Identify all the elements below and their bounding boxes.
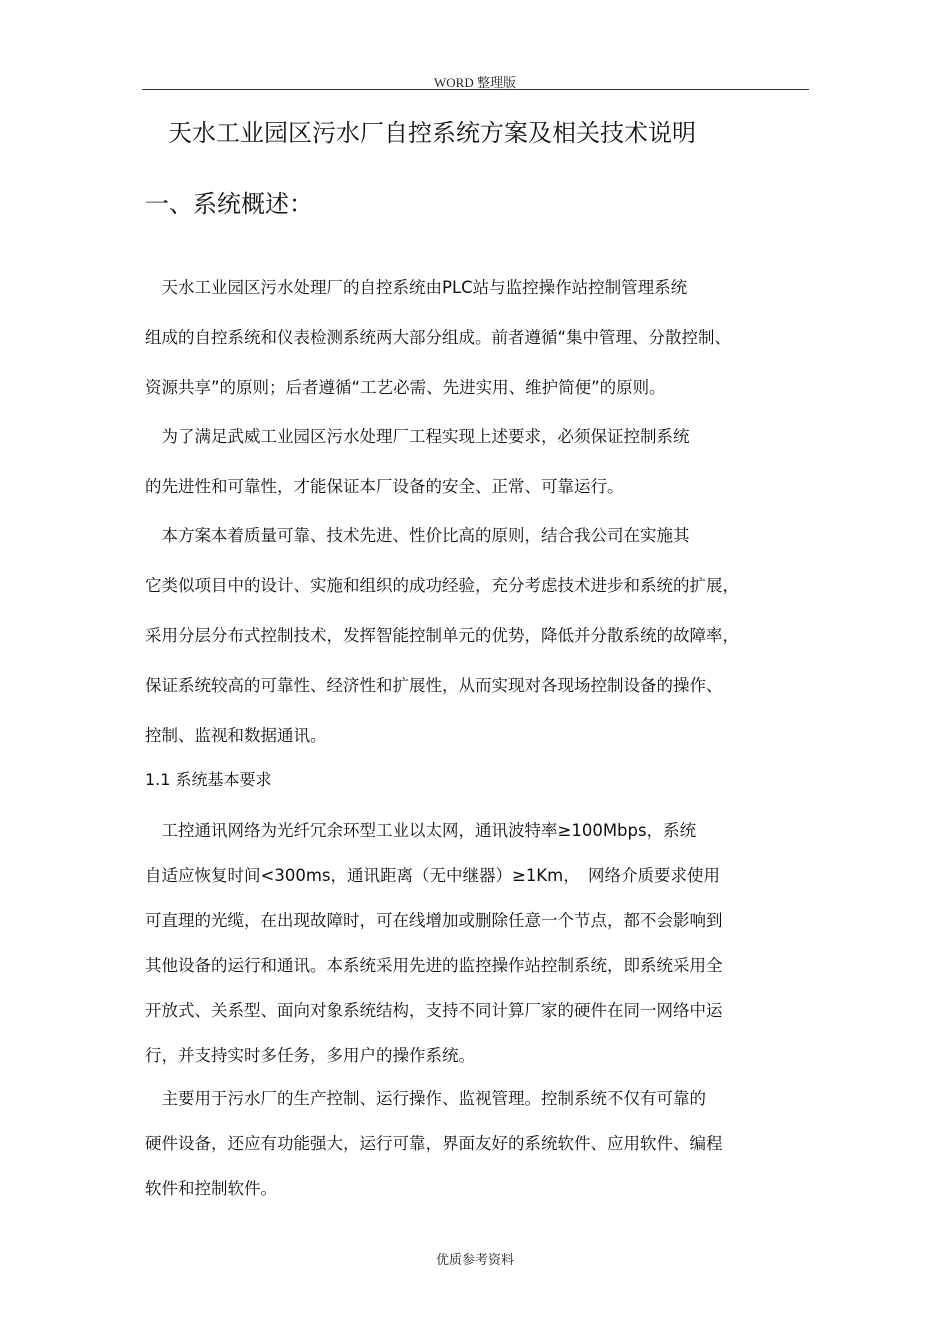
paragraph-5 — [145, 1076, 809, 1211]
paragraph-line: 本方案本着质量可靠、技术先进、性价比高的原则，结合我公司在实施其 — [145, 526, 690, 545]
paragraph-line: 的先进性和可靠性，才能保证本厂设备的安全、正常、可靠运行。 — [145, 477, 624, 496]
document-title: 天水工业园区污水厂自控系统方案及相关技术说明 — [168, 119, 696, 147]
paragraph-line: 保证系统较高的可靠性、经济性和扩展性，从而实现对各现场控制设备的操作、 — [145, 676, 723, 695]
paragraph-line: 资源共享”的原则；后者遵循“工艺必需、先进实用、维护简便”的原则。 — [145, 378, 666, 397]
paragraph-line: 其他设备的运行和通讯。本系统采用先进的监控操作站控制系统，即系统采用全 — [145, 956, 723, 975]
paragraph-line: 控制、监视和数据通讯。 — [145, 726, 327, 745]
subsection-heading: 1.1 系统基本要求 — [145, 770, 272, 789]
paragraph-line: 软件和控制软件。 — [145, 1179, 277, 1198]
paragraph-line: 开放式、关系型、面向对象系统结构，支持不同计算厂家的硬件在同一网络中运 — [145, 1001, 723, 1020]
paragraph-line: 硬件设备，还应有功能强大，运行可靠，界面友好的系统软件、应用软件、编程 — [145, 1134, 723, 1153]
paragraph-1 — [145, 263, 809, 413]
paragraph-line: 工控通讯网络为光纤冗余环型工业以太网，通讯波特率≥100Mbps，系统 — [145, 821, 697, 840]
paragraph-line: 采用分层分布式控制技术，发挥智能控制单元的优势，降低并分散系统的故障率， — [145, 626, 739, 645]
page-footer: 优质参考资料 — [435, 1253, 514, 1268]
paragraph-line: 可直理的光缆，在出现故障时，可在线增加或删除任意一个节点，都不会影响到 — [145, 911, 723, 930]
paragraph-line: 天水工业园区污水处理厂的自控系统由PLC站与监控操作站控制管理系统 — [145, 278, 688, 297]
page-header: WORD 整理版 — [434, 75, 516, 90]
paragraph-line: 自适应恢复时间<300ms，通讯距离（无中继器）≥1Km， 网络介质要求使用 — [145, 866, 720, 885]
paragraph-3 — [145, 511, 809, 761]
paragraph-2 — [145, 412, 809, 512]
paragraph-line: 为了满足武威工业园区污水处理厂工程实现上述要求，必须保证控制系统 — [145, 427, 690, 446]
paragraph-line: 行，并支持实时多任务，多用户的操作系统。 — [145, 1046, 475, 1065]
section-heading: 一、系统概述： — [145, 190, 313, 218]
paragraph-line: 组成的自控系统和仪表检测系统两大部分组成。前者遵循“集中管理、分散控制、 — [145, 328, 732, 347]
paragraph-line: 主要用于污水厂的生产控制、运行操作、监视管理。控制系统不仅有可靠的 — [145, 1089, 706, 1108]
paragraph-line: 它类似项目中的设计、实施和组织的成功经验，充分考虑技术进步和系统的扩展， — [145, 576, 739, 595]
paragraph-4 — [145, 808, 809, 1078]
header-rule — [142, 89, 809, 90]
